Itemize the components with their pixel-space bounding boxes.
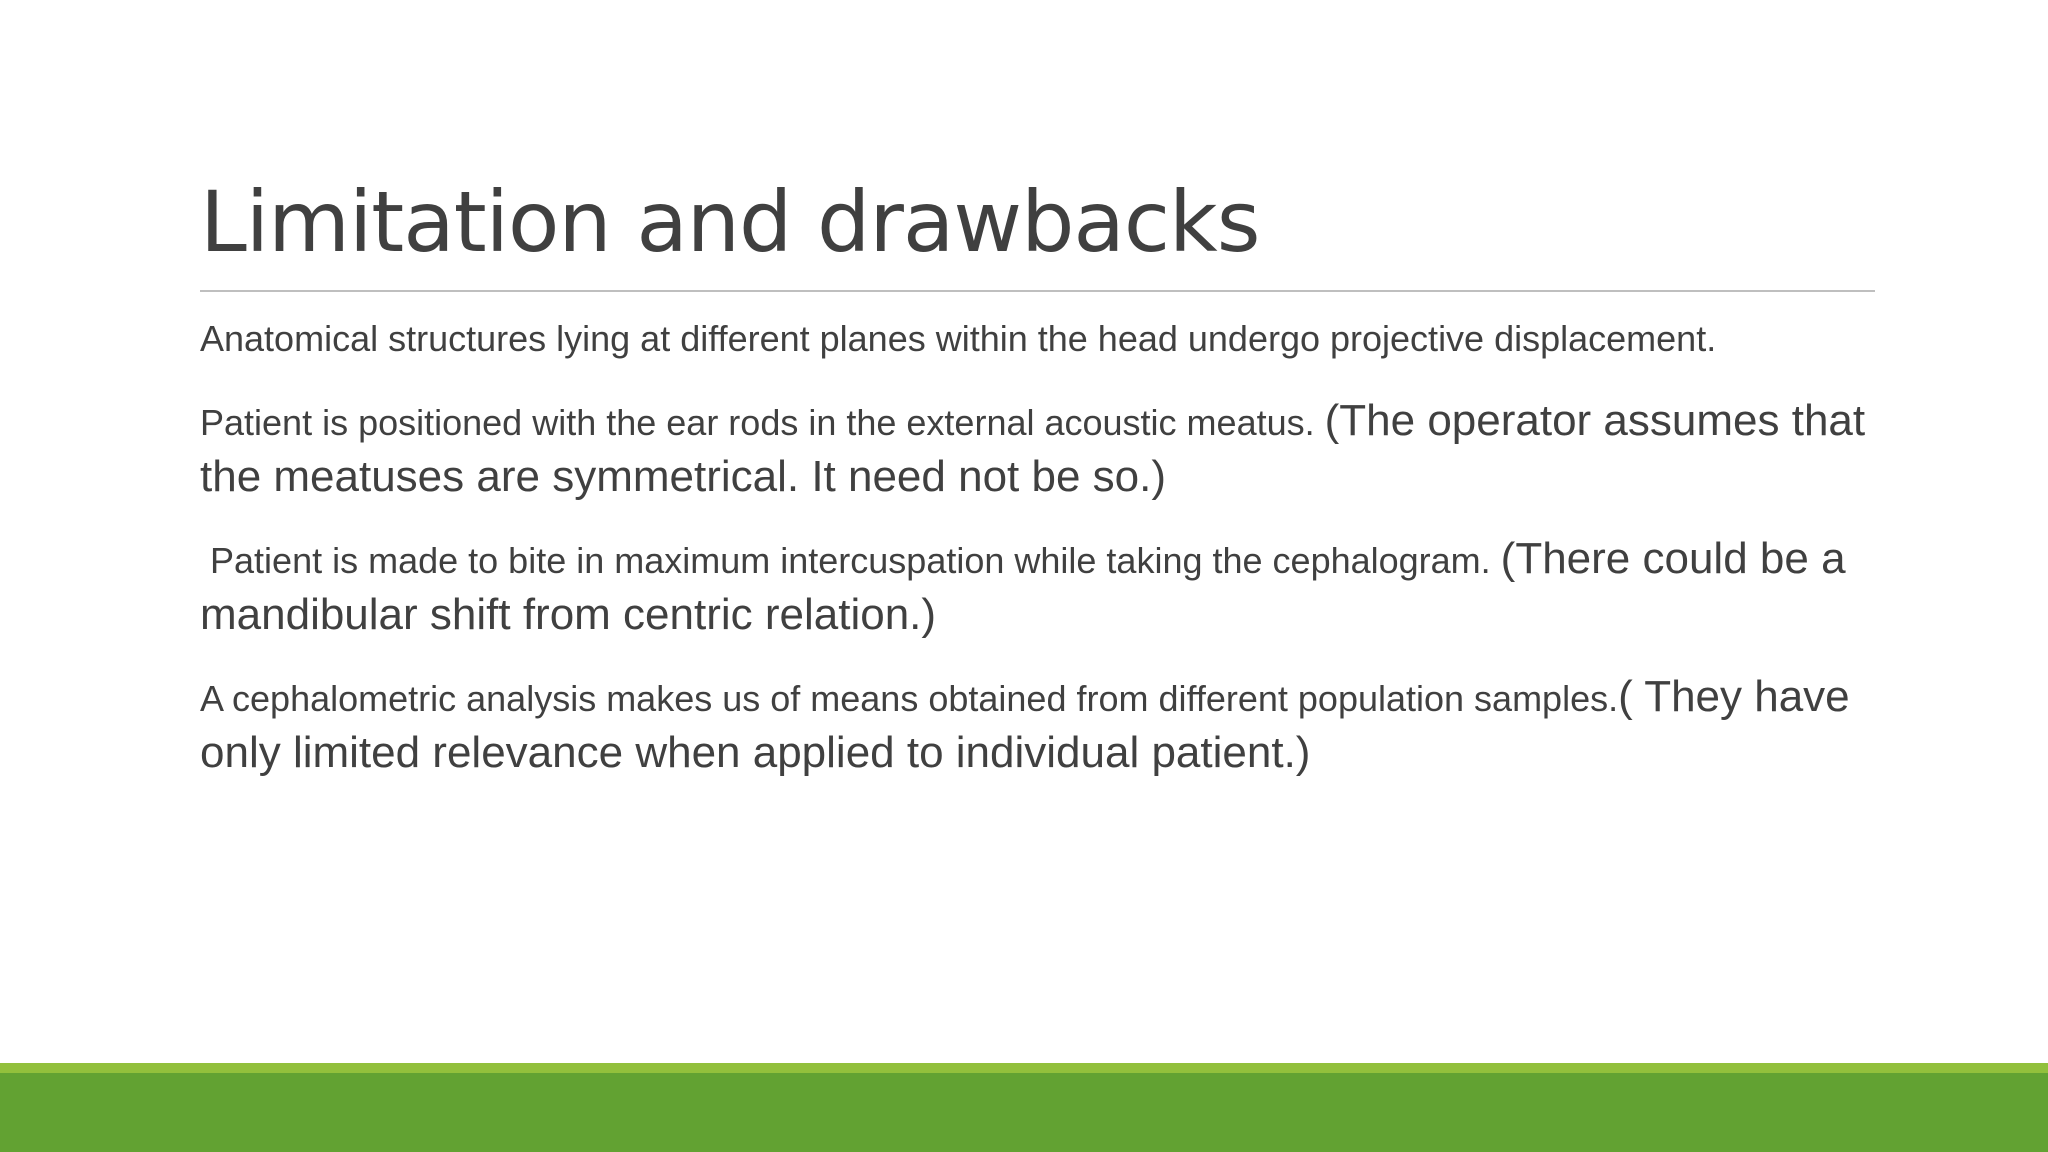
paragraph-3-text: Patient is made to bite in maximum intercuspation while taking the cephalogram. — [200, 540, 1501, 581]
paragraph-3-note: (There could be a mandibular shift from centric relation.) — [200, 534, 1846, 639]
paragraph-2-note: (The operator assumes that the meatuses are symmetrical. It need not be so.) — [200, 396, 1866, 501]
title-divider — [200, 290, 1875, 292]
bullet-paragraph-3 — [200, 532, 1880, 642]
bullet-paragraph-2 — [200, 394, 1880, 504]
paragraph-2-text: Patient is positioned with the ear rods in the external acoustic meatus. — [200, 402, 1325, 443]
paragraph-4-note: ( They have only limited relevance when applied to individual patient.) — [200, 672, 1850, 777]
bullet-paragraph-1 — [200, 312, 1880, 366]
footer-green-highlight — [0, 1063, 2048, 1073]
slide-body — [200, 312, 1880, 808]
paragraph-4-text: A cephalometric analysis makes us of means obtained from different population samples. — [200, 678, 1619, 719]
slide-title: Limitation and drawbacks — [200, 173, 1260, 271]
footer-green-bar — [0, 1063, 2048, 1152]
bullet-paragraph-4 — [200, 670, 1880, 780]
paragraph-1-text: Anatomical structures lying at different planes within the head undergo projective displacement. — [200, 318, 1717, 359]
